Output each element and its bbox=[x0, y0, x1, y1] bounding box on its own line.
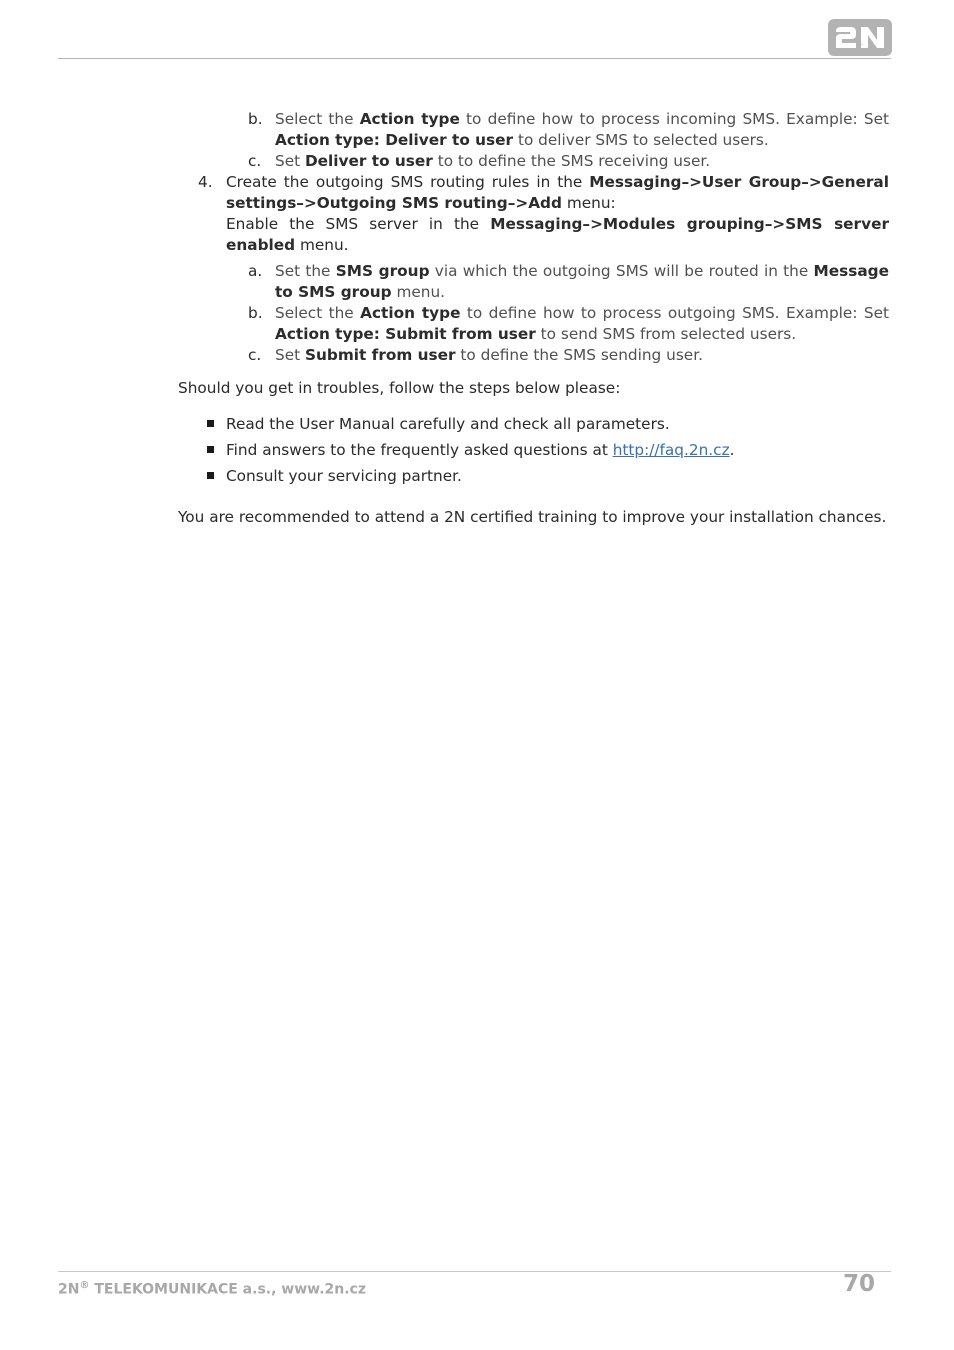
list-marker: 4. bbox=[198, 173, 213, 191]
text: to define how to process incoming SMS. Example: Set bbox=[459, 110, 889, 128]
header-rule bbox=[58, 58, 891, 59]
list-item bbox=[178, 414, 889, 435]
step-4a bbox=[178, 261, 889, 303]
text: Select the bbox=[275, 110, 360, 128]
text: Create the outgoing SMS routing rules in the bbox=[226, 173, 590, 191]
list-marker: b. bbox=[248, 304, 263, 322]
bullet-square-icon bbox=[207, 472, 214, 479]
bullet-square-icon bbox=[207, 420, 214, 427]
text: Enable the SMS server in the bbox=[226, 215, 491, 233]
text: menu. bbox=[295, 236, 349, 254]
step-3c bbox=[178, 151, 889, 172]
list-item bbox=[178, 466, 889, 487]
text: to send SMS from selected users. bbox=[535, 325, 797, 343]
text: Set bbox=[275, 152, 305, 170]
text: menu. bbox=[391, 283, 446, 301]
step-4 bbox=[178, 172, 889, 256]
text: Consult your servicing partner. bbox=[226, 467, 462, 486]
closing-paragraph: You are recommended to attend a 2N certified training to improve your installation chances. bbox=[178, 508, 887, 527]
faq-link[interactable]: http://faq.2n.cz bbox=[612, 441, 730, 460]
bold-term: Message to SMS group bbox=[275, 262, 889, 301]
text: to to define the SMS receiving user. bbox=[432, 152, 711, 170]
list-item bbox=[178, 440, 889, 461]
step-4c bbox=[178, 345, 889, 366]
step-4-line1 bbox=[226, 172, 889, 214]
list-marker: c. bbox=[248, 152, 262, 170]
bold-menu-path: Messaging–>User Group–>General settings–>Outgoing SMS routing–>Add bbox=[226, 173, 889, 212]
text: Set the bbox=[275, 262, 336, 280]
page-number: 70 bbox=[842, 1271, 875, 1297]
bold-term: Action type: Submit from user bbox=[275, 325, 536, 343]
step-3b bbox=[178, 109, 889, 151]
bullet-square-icon bbox=[207, 446, 214, 453]
text: Select the bbox=[275, 304, 361, 322]
text: Read the User Manual carefully and check all parameters. bbox=[226, 415, 670, 434]
list-marker: c. bbox=[248, 346, 262, 364]
bold-term: Deliver to user bbox=[304, 152, 433, 170]
troubles-list bbox=[178, 414, 889, 487]
text: Set bbox=[275, 346, 305, 364]
footer-company bbox=[58, 1280, 366, 1298]
footer-company-text: TELEKOMUNIKACE a.s., www.2n.cz bbox=[89, 1281, 366, 1298]
text: menu: bbox=[561, 194, 616, 212]
text: to deliver SMS to selected users. bbox=[513, 131, 769, 149]
text: to define how to process outgoing SMS. Example: Set bbox=[460, 304, 890, 322]
troubles-intro: Should you get in troubles, follow the steps below please: bbox=[178, 379, 621, 397]
bold-term: Action type bbox=[360, 304, 461, 322]
registered-mark: ® bbox=[79, 1280, 90, 1291]
text: . bbox=[729, 441, 735, 460]
logo-text: 2N bbox=[860, 44, 863, 46]
step-4-line2 bbox=[226, 214, 889, 256]
list-marker: a. bbox=[248, 262, 263, 280]
list-marker: b. bbox=[248, 110, 263, 128]
text: via which the outgoing SMS will be routed in the bbox=[429, 262, 814, 280]
2n-logo bbox=[828, 19, 892, 56]
page-content bbox=[178, 109, 889, 528]
bold-term: SMS group bbox=[335, 262, 430, 280]
bold-menu-path: Messaging–>Modules grouping–>SMS server enabled bbox=[226, 215, 889, 254]
bold-term: Action type bbox=[359, 110, 460, 128]
footer-rule bbox=[58, 1271, 891, 1272]
text: Find answers to the frequently asked questions at bbox=[226, 441, 613, 460]
step-4b bbox=[178, 303, 889, 345]
bold-term: Action type: Deliver to user bbox=[275, 131, 514, 149]
bold-term: Submit from user bbox=[304, 346, 456, 364]
text: to define the SMS sending user. bbox=[455, 346, 703, 364]
footer-brand: 2N bbox=[58, 1281, 80, 1298]
